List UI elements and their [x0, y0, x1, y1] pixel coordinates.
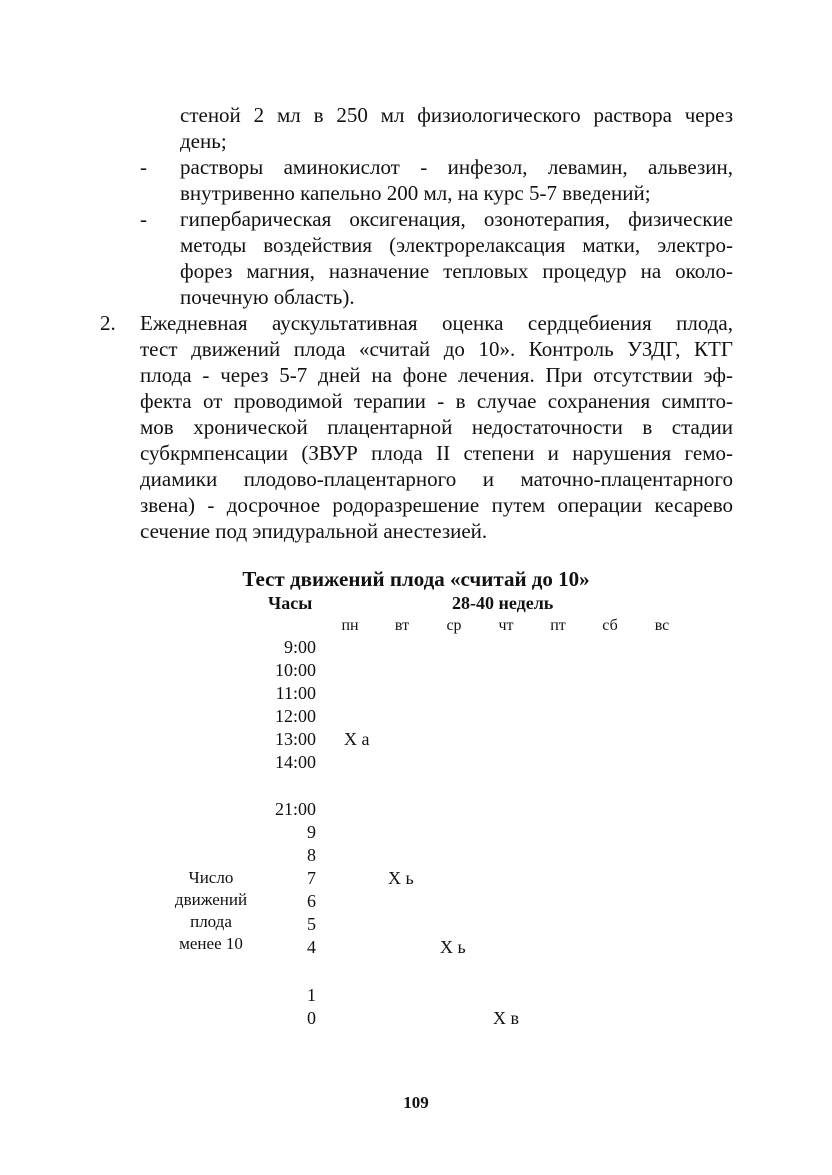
- count-row-label: 9: [307, 822, 316, 842]
- time-row-label: 10:00: [274, 660, 316, 680]
- time-row-label: 11:00: [275, 683, 316, 703]
- list-continuation-line-1: стеной 2 мл в 250 мл физиологического раствора через: [180, 103, 733, 127]
- item2-line-2: тест движений плода «считай до 10». Контроль УЗДГ, КТГ: [140, 337, 733, 361]
- count-row-label: 7: [307, 868, 316, 888]
- table-title: Тест движений плода «считай до 10»: [242, 567, 590, 591]
- bullet-2-line-4: почечную область).: [180, 285, 355, 309]
- count-row-label: 6: [307, 891, 316, 911]
- count-row-label: 1: [307, 985, 316, 1005]
- day-header-mon: пн: [341, 617, 359, 634]
- time-row-label: 21:00: [274, 799, 316, 819]
- time-row-label: 13:00: [274, 729, 316, 749]
- hours-header: Часы: [268, 593, 313, 613]
- bullet-1-line-2: внутривенно капельно 200 мл, на курс 5-7 введений;: [180, 181, 651, 205]
- count-row-label: 8: [307, 845, 316, 865]
- page-number: 109: [403, 1093, 429, 1112]
- bullet-2-line-2: методы воздействия (электрорелаксация матки, электро-: [180, 233, 733, 257]
- item2-line-1: Ежедневная аускультативная оценка сердцебиения плода,: [140, 311, 733, 335]
- day-header-wed: ср: [446, 617, 462, 634]
- bullet-marker: -: [140, 207, 147, 231]
- table-mark: Х в: [493, 1008, 519, 1028]
- table-mark: Х а: [344, 729, 370, 749]
- item2-line-6: субкрмпенсации (ЗВУР плода II степени и нарушения гемо-: [140, 441, 733, 465]
- bullet-marker: -: [140, 155, 147, 179]
- side-label-line: менее 10: [179, 934, 243, 953]
- item2-line-8: звена) - досрочное родоразрешение путем операции кесарево: [140, 493, 733, 517]
- list-continuation-line-2: день;: [180, 129, 227, 153]
- day-header-thu: чт: [498, 617, 514, 634]
- time-row-label: 9:00: [283, 637, 316, 657]
- bullet-1-line-1: растворы аминокислот - инфезол, левамин, альвезин,: [180, 155, 733, 179]
- table-mark: Х ь: [388, 868, 414, 888]
- count-row-label: 5: [307, 914, 316, 934]
- time-row-label: 14:00: [274, 752, 316, 772]
- side-label-line: движений: [174, 890, 248, 909]
- time-row-label: 12:00: [274, 706, 316, 726]
- day-header-sun: вс: [654, 617, 670, 634]
- day-header-sat: сб: [602, 617, 618, 634]
- side-label-line: плода: [190, 912, 232, 931]
- item2-line-9: сечение под эпидуральной анестезией.: [140, 519, 488, 543]
- bullet-2-line-1: гипербарическая оксигенация, озонотерапия, физические: [180, 207, 733, 231]
- day-header-tue: вт: [394, 617, 410, 634]
- count-row-label: 4: [307, 937, 316, 957]
- count-row-label: 0: [307, 1008, 316, 1028]
- list-item-number: 2.: [100, 311, 116, 335]
- bullet-2-line-3: форез магния, назначение тепловых процедур на около-: [180, 259, 733, 283]
- item2-line-5: мов хронической плацентарной недостаточности в стадии: [140, 415, 733, 439]
- side-label-line: Число: [188, 868, 234, 887]
- day-header-fri: пт: [550, 617, 566, 634]
- weeks-header: 28-40 недель: [452, 593, 554, 613]
- item2-line-7: диамики плодово-плацентарного и маточно-плацентарного: [140, 467, 733, 491]
- item2-line-3: плода - через 5-7 дней на фоне лечения. При отсутствии эф-: [140, 363, 733, 387]
- table-mark: Х ь: [440, 937, 466, 957]
- item2-line-4: фекта от проводимой терапии - в случае сохранения симпто-: [140, 389, 733, 413]
